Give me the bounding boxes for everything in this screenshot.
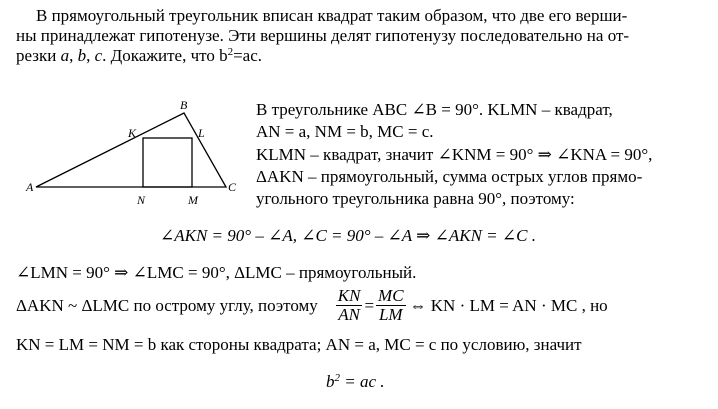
problem-line-3 xyxy=(16,46,262,66)
solution-row-1: В треугольнике ABC ∠B = 90°. KLMN – квадрат, xyxy=(256,100,613,119)
goal-rest: =ac. xyxy=(233,46,263,65)
kn-line: KN = LM = NM = b как стороны квадрата; AN = a, MC = c по условию, значит xyxy=(16,335,582,354)
lmn-line: ∠LMN = 90° ⇒ ∠LMC = 90°, ΔLMC – прямоугольный. xyxy=(16,263,417,282)
label-c: C xyxy=(228,180,237,194)
fraction-numerator: MC xyxy=(378,286,404,305)
label-l: L xyxy=(198,126,205,140)
final-rest: = ac . xyxy=(340,372,385,391)
label-k: K xyxy=(128,126,137,140)
label-m: M xyxy=(188,193,198,207)
label-b: B xyxy=(180,98,188,112)
fraction-numerator: KN xyxy=(337,286,361,305)
solution-row-3: KLMN – квадрат, значит ∠KNM = 90° ⇒ ∠KNA = 90°, xyxy=(256,145,653,164)
line3-middle: . Докажите, что xyxy=(102,46,220,65)
label-n: N xyxy=(137,193,146,207)
angle-equation: ∠AKN = 90° – ∠A, ∠C = 90° – ∠A ⇒ ∠AKN = ∠C . xyxy=(160,226,536,245)
fraction-mc-lm xyxy=(376,287,406,324)
triangle-abc xyxy=(36,113,226,187)
segment-b: b xyxy=(77,46,87,65)
goal-exponent: 2 xyxy=(227,46,234,58)
square-klmn xyxy=(143,138,192,187)
final-b: b xyxy=(326,372,335,391)
fraction-denominator: LM xyxy=(378,305,403,324)
equals-sign: = xyxy=(364,295,375,315)
segment-a: a xyxy=(60,46,70,65)
similarity-line xyxy=(16,287,608,324)
goal-b: b xyxy=(219,46,228,65)
label-a: A xyxy=(26,180,34,194)
segment-c: c xyxy=(94,46,103,65)
final-result xyxy=(326,372,385,392)
comma: , xyxy=(69,46,78,65)
problem-line-1: В прямоугольный треугольник вписан квадрат таким образом, что две его верши- xyxy=(36,6,628,25)
comma: , xyxy=(86,46,95,65)
fraction-denominator: AN xyxy=(338,305,360,324)
problem-line-2: ны принадлежат гипотенузе. Эти вершины делят гипотенузу последовательно на от- xyxy=(16,26,630,45)
product-equation: ⇔ KN · LM = AN · MC , но xyxy=(409,295,608,315)
fraction-kn-an xyxy=(336,287,363,324)
solution-row-2: AN = a, NM = b, MC = c. xyxy=(256,122,434,141)
final-exponent: 2 xyxy=(334,372,340,384)
similarity-text: ΔAKN ~ ΔLMC по острому углу, поэтому xyxy=(16,295,318,315)
solution-row-5: угольного треугольника равна 90°, поэтому: xyxy=(256,189,575,208)
line3-prefix: резки xyxy=(16,46,61,65)
solution-row-4: ΔAKN – прямоугольный, сумма острых углов прямо- xyxy=(256,167,643,186)
triangle-figure xyxy=(0,95,250,215)
